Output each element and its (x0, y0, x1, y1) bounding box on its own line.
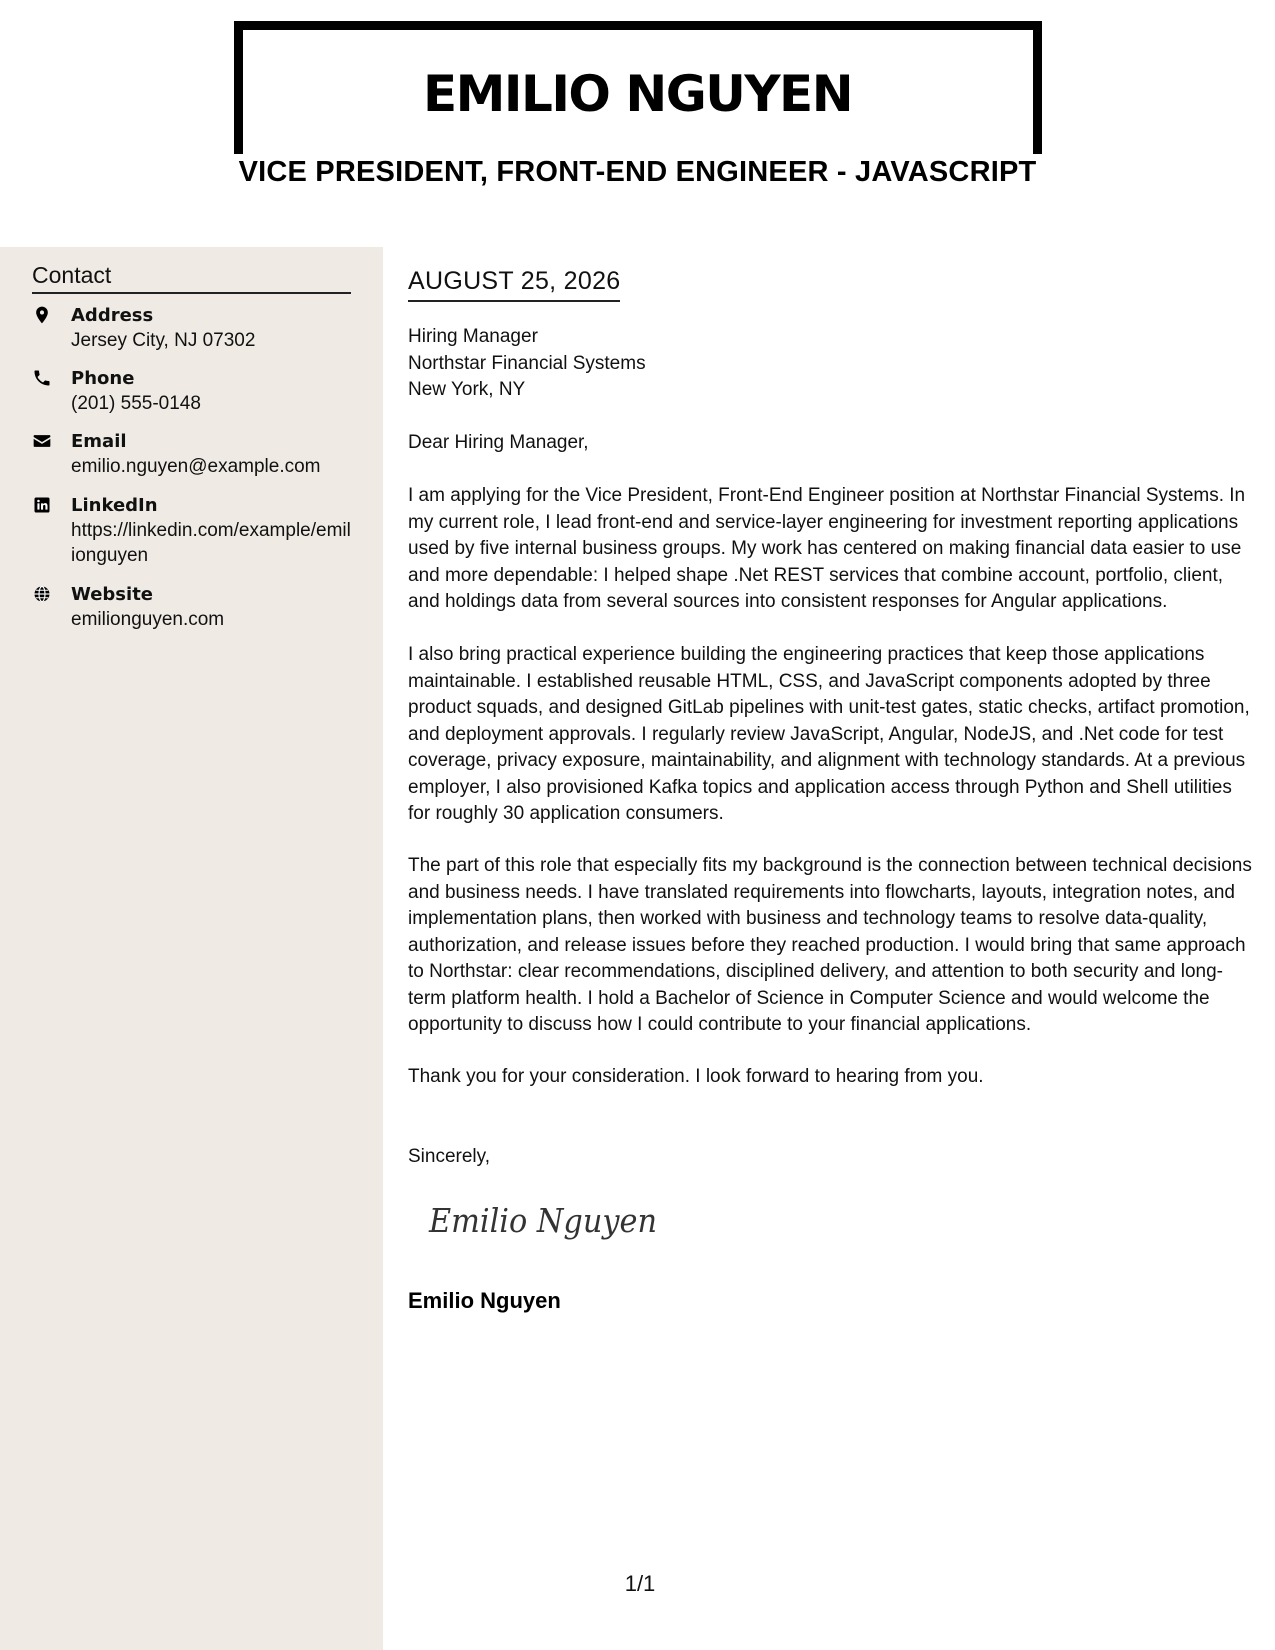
body-paragraph: The part of this role that especially fits my background is the connection between technical decisions and business needs. I have translated requirements into flowcharts, layouts, integration notes, and implementation plans, then worked with business and technology teams to resolve data-quality, authorization, and release issues before they reached production. I would bring that same approach to Northstar: clear recommendations, disciplined delivery, and attention to both security and long-term platform health. I hold a Bachelor of Science in Computer Science and would welcome the opportunity to discuss how I could contribute to your financial applications. (408, 855, 1252, 1035)
recipient-line: Hiring Manager (408, 326, 538, 347)
linkedin-icon (32, 495, 54, 517)
salutation: Dear Hiring Manager, (408, 432, 589, 453)
contact-value: (201) 555-0148 (71, 393, 201, 414)
recipient-line: New York, NY (408, 379, 526, 400)
signer-name: Emilio Nguyen (408, 1288, 561, 1313)
handwritten-signature (425, 1192, 665, 1252)
contact-heading: Contact (32, 260, 351, 294)
globe-icon (32, 584, 54, 606)
letter-date: AUGUST 25, 2026 (408, 264, 620, 302)
recipient-block (408, 324, 646, 404)
contact-label: Phone (71, 368, 135, 389)
applicant-name: EMILIO NGUYEN (422, 65, 853, 123)
body-paragraph: Thank you for your consideration. I look forward to hearing from you. (408, 1066, 984, 1087)
contact-value[interactable]: https://linkedin.com/example/emilionguyen (71, 520, 351, 566)
page-number: 1/1 (624, 1571, 656, 1596)
recipient-line: Northstar Financial Systems (408, 352, 646, 374)
map-pin-icon (32, 305, 54, 327)
contact-label: Website (71, 584, 154, 605)
contact-value: Jersey City, NJ 07302 (71, 330, 256, 351)
contact-value: emilio.nguyen@example.com (71, 456, 321, 477)
contact-value[interactable]: emilionguyen.com (71, 609, 225, 630)
body-paragraph: I am applying for the Vice President, Front-End Engineer position at Northstar Financial Systems. In my current role, I lead front-end and service-layer engineering for investment reporting applications used by five internal business groups. My work has centered on making financial data easier to use and more dependable: I helped shape .Net REST services that combine account, portfolio, client, and holdings data from several sources into consistent responses for Angular applications. (408, 485, 1246, 612)
envelope-icon (32, 431, 54, 453)
contact-label: Address (71, 305, 154, 326)
phone-icon (32, 368, 54, 390)
closing: Sincerely, (408, 1146, 491, 1167)
svg-text:Emilio Nguyen: Emilio Nguyen (428, 1201, 657, 1240)
job-title: VICE PRESIDENT, FRONT-END ENGINEER - JAVASCRIPT (238, 156, 1037, 188)
body-paragraph: I also bring practical experience building the engineering practices that keep those applications maintainable. I established reusable HTML, CSS, and JavaScript components adopted by three product squads, and designed GitLab pipelines with unit-test gates, static checks, artifact promotion, and deployment approvals. I regularly review JavaScript, Angular, NodeJS, and .Net code for test coverage, privacy exposure, maintainability, and alignment with technology standards. At a previous employer, I also provisioned Kafka topics and application access through Python and Shell utilities for roughly 30 application consumers. (408, 644, 1250, 824)
contact-label: Email (71, 431, 127, 452)
contact-label: LinkedIn (71, 495, 158, 516)
